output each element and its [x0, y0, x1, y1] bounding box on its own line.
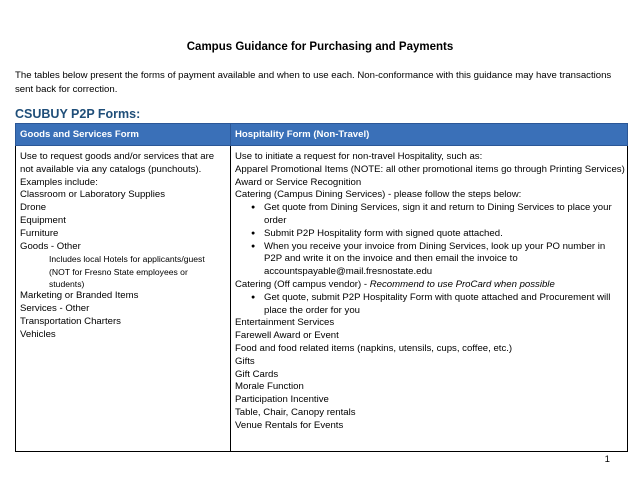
- list-item: Gift Cards: [235, 368, 279, 380]
- page-number: 1: [604, 454, 610, 465]
- goods-examples-label: Examples include:: [20, 176, 98, 188]
- list-item: Entertainment Services: [235, 317, 335, 329]
- list-item: Catering (Campus Dining Services) - please follow the steps below:: [235, 189, 522, 201]
- list-item: Award or Service Recognition: [235, 176, 362, 188]
- page-title: Campus Guidance for Purchasing and Payments: [186, 41, 454, 53]
- list-item: Goods - Other: [20, 240, 81, 252]
- list-item: Equipment: [20, 214, 66, 226]
- list-item: Marketing or Branded Items: [20, 290, 139, 302]
- goods-other-note: students): [49, 278, 85, 289]
- list-item: Furniture: [20, 227, 59, 239]
- intro-paragraph: The tables below present the forms of payment available and when to use each. Non-conformance with this guidance may have transactions sent back for correction.: [15, 70, 612, 95]
- list-item: Drone: [20, 202, 47, 214]
- off-campus-catering: [235, 279, 623, 292]
- list-item: Apparel Promotional Items (NOTE: all other promotional items go through Printing Services): [235, 163, 625, 175]
- list-item: Transportation Charters: [20, 315, 121, 327]
- hospitality-cell: [231, 146, 628, 452]
- list-item: Vehicles: [20, 328, 56, 340]
- bullet-item: ● Get quote from Dining Services, sign it and return to Dining Services to place your order: [235, 202, 623, 228]
- bullet-item: ● Submit P2P Hospitality form with signed quote attached.: [235, 228, 623, 241]
- off-campus-note: Recommend to use ProCard when possible: [369, 278, 555, 290]
- list-item: Food and food related items (napkins, utensils, cups, coffee, etc.): [235, 342, 513, 354]
- section-title: CSUBUY P2P Forms:: [15, 107, 141, 121]
- off-campus-label: Catering (Off campus vendor) -: [235, 278, 370, 290]
- table-row: [16, 146, 628, 452]
- goods-other-note: (NOT for Fresno State employees or: [49, 266, 188, 277]
- off-campus-steps: [235, 292, 623, 318]
- forms-table: [15, 123, 628, 452]
- header-hospitality: Hospitality Form (Non-Travel): [231, 124, 628, 146]
- list-item: Gifts: [235, 355, 255, 367]
- list-item: Morale Function: [235, 381, 304, 393]
- goods-intro: Use to request goods and/or services that are not available via any catalogs (punchouts).: [20, 151, 215, 175]
- list-item: Venue Rentals for Events: [235, 419, 344, 431]
- bullet-item: ● Get quote, submit P2P Hospitality Form with quote attached and Procurement will place the order for you: [235, 292, 623, 318]
- hospitality-intro: Use to initiate a request for non-travel Hospitality, such as:: [235, 151, 483, 162]
- list-item: Table, Chair, Canopy rentals: [235, 406, 356, 418]
- goods-services-cell: [16, 146, 231, 452]
- list-item: Classroom or Laboratory Supplies: [20, 189, 166, 201]
- list-item: Participation Incentive: [235, 394, 329, 406]
- list-item: Farewell Award or Event: [235, 330, 339, 342]
- goods-other-note: Includes local Hotels for applicants/guest: [49, 254, 205, 265]
- campus-dining-steps: [235, 202, 623, 279]
- bullet-item: ● When you receive your invoice from Dining Services, look up your PO number in P2P and write it on the invoice and then email the invoice to accountspayable@mail.fresnostate.edu: [235, 241, 623, 279]
- table-header-row: [16, 124, 628, 146]
- list-item: Services - Other: [20, 303, 90, 315]
- header-goods-services: Goods and Services Form: [16, 124, 231, 146]
